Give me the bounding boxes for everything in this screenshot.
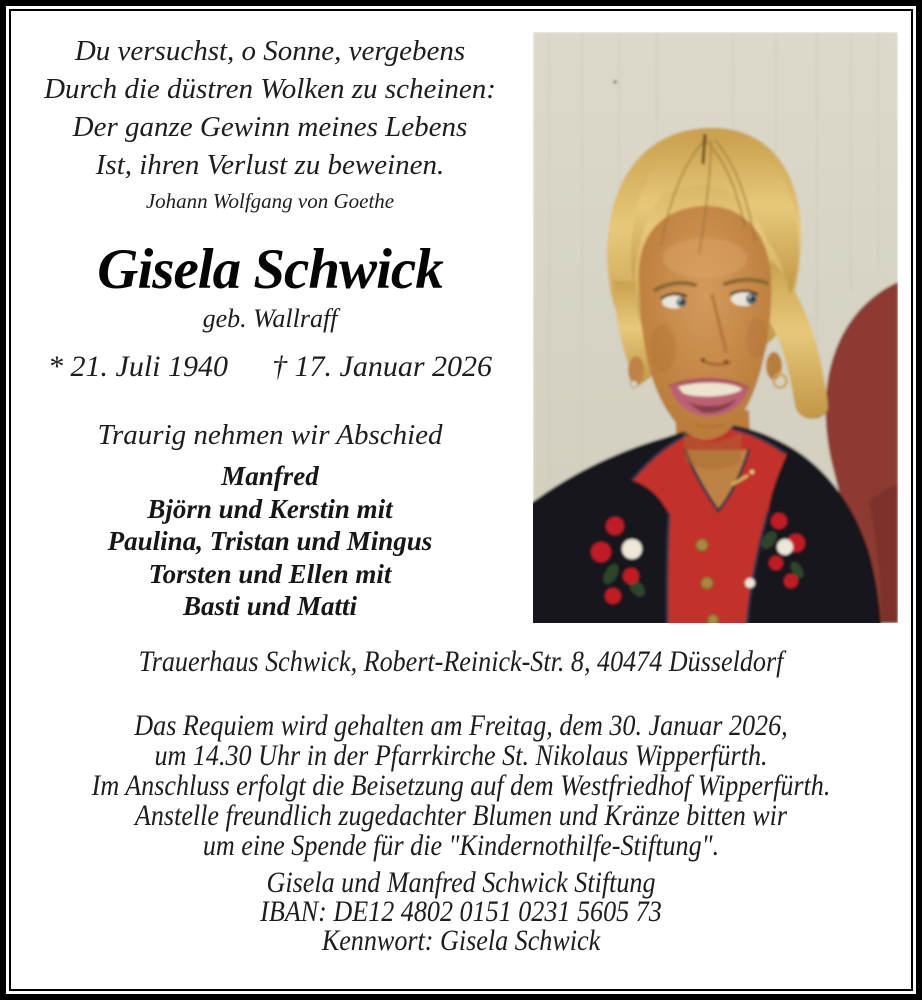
service-line: Im Anschluss erfolgt die Beisetzung auf dem Westfriedhof Wipperfürth. — [91, 769, 831, 802]
farewell-intro: Traurig nehmen wir Abschied — [97, 419, 443, 451]
poem-author: Johann Wolfgang von Goethe — [145, 189, 395, 213]
poem-line: Du versuchst, o Sonne, vergebens — [74, 35, 466, 67]
mourner-line: Manfred — [221, 461, 319, 491]
maiden-name: geb. Wallraff — [202, 304, 338, 333]
birth-date: * 21. Juli 1940 — [48, 350, 228, 383]
poem-line: Der ganze Gewinn meines Lebens — [72, 111, 468, 143]
mourning-border-inner — [9, 9, 913, 991]
mourner-line: Paulina, Tristan und Mingus — [107, 526, 433, 556]
foundation-name: Gisela und Manfred Schwick Stiftung — [266, 866, 656, 899]
mourner-line: Basti und Matti — [182, 591, 358, 621]
iban-line: IBAN: DE12 4802 0151 0231 5605 73 — [260, 895, 662, 928]
poem-line: Durch die düstren Wolken zu scheinen: — [44, 73, 496, 105]
service-line: um 14.30 Uhr in der Pfarrkirche St. Nikolaus Wipperfürth. — [154, 739, 768, 772]
mourner-line: Björn und Kerstin mit — [147, 493, 393, 524]
keyword-line: Kennwort: Gisela Schwick — [321, 924, 601, 957]
funeral-home-line: Trauerhaus Schwick, Robert-Reinick-Str. 8, 40474 Düsseldorf — [138, 645, 784, 678]
death-date: † 17. Januar 2026 — [272, 350, 492, 383]
service-line: um eine Spende für die "Kindernothilfe-Stiftung". — [202, 829, 720, 862]
service-line: Anstelle freundlich zugedachter Blumen und Kränze bitten wir — [134, 799, 788, 832]
poem-line: Ist, ihren Verlust zu beweinen. — [95, 149, 445, 181]
service-line: Das Requiem wird gehalten am Freitag, dem 30. Januar 2026, — [134, 709, 788, 742]
mourner-line: Torsten und Ellen mit — [148, 558, 392, 589]
deceased-name: Gisela Schwick — [97, 238, 443, 301]
